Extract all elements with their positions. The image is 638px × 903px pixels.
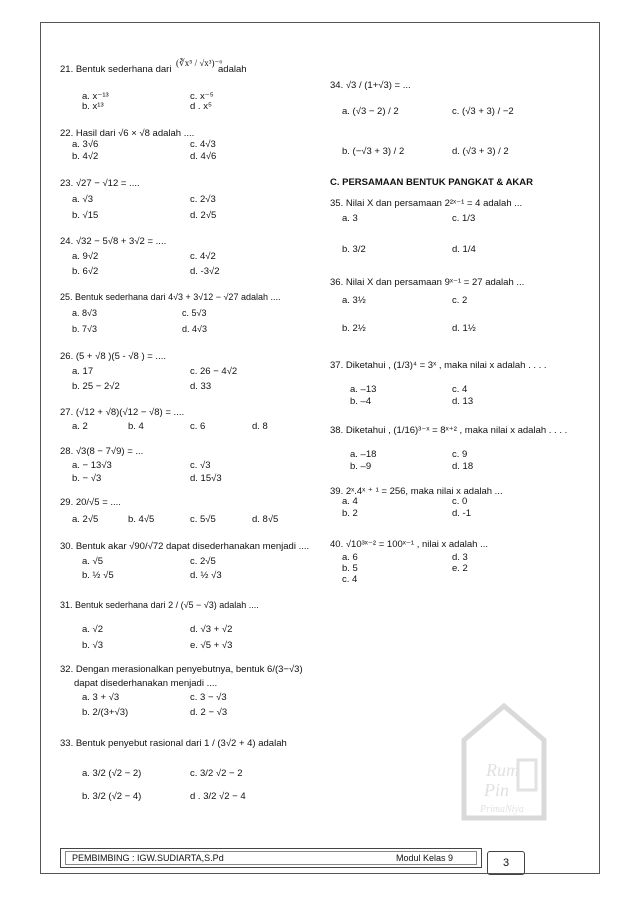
q21-option-b: b. x¹³ (82, 101, 104, 112)
q38-option-b: b. –9 (350, 461, 372, 472)
q25-option-b: b. 7√3 (72, 324, 97, 334)
q27-option-a: a. 2 (72, 421, 88, 432)
page-number: 3 (487, 851, 525, 875)
q31-option-b: b. √3 (82, 640, 104, 651)
q28-option-a: a. − 13√3 (72, 460, 112, 471)
q40-option-c: c. 4 (342, 574, 358, 585)
q24-option-a: a. 9√2 (72, 251, 99, 262)
q39-stem: 39. 2ˣ.4ˣ ⁺ ¹ = 256, maka nilai x adalah ... (330, 486, 503, 497)
q30-option-c: c. 2√5 (190, 556, 216, 567)
q22-option-a: a. 3√6 (72, 139, 99, 150)
q38-option-a: a. –18 (350, 449, 377, 460)
q23-stem: 23. √27 − √12 = .... (60, 178, 140, 189)
q34-stem: 34. √3 / (1+√3) = ... (330, 80, 411, 91)
q29-option-c: c. 5√5 (190, 514, 216, 525)
q39-option-d: d. -1 (452, 508, 472, 519)
q39-option-b: b. 2 (342, 508, 358, 519)
q27-option-c: c. 6 (190, 421, 206, 432)
q37-stem: 37. Diketahui , (1/3)⁴ = 3ˣ , maka nilai x adalah . . . . (330, 360, 547, 371)
q35-option-c: c. 1/3 (452, 213, 476, 224)
q22-option-c: c. 4√3 (190, 139, 216, 150)
q40-stem: 40. √10³ˣ⁻² = 100ˣ⁻¹ , nilai x adalah ... (330, 539, 488, 550)
q26-option-b: b. 25 − 2√2 (72, 381, 120, 392)
q30-option-a: a. √5 (82, 556, 104, 567)
q36-option-b: b. 2½ (342, 323, 366, 334)
q33-stem: 33. Bentuk penyebut rasional dari 1 / (3√2 + 4) adalah (60, 738, 287, 749)
q22-stem: 22. Hasil dari √6 × √8 adalah .... (60, 128, 195, 139)
q39-option-c: c. 0 (452, 496, 468, 507)
q34-option-b: b. (−√3 + 3) / 2 (342, 146, 405, 157)
q26-option-c: c. 26 − 4√2 (190, 366, 238, 377)
watermark-logo (452, 700, 556, 824)
q29-option-a: a. 2√5 (72, 514, 99, 525)
q38-stem: 38. Diketahui , (1/16)³⁻ˣ = 8ˣ⁺² , maka nilai x adalah . . . . (330, 425, 568, 436)
q31-stem: 31. Bentuk sederhana dari 2 / (√5 − √3) adalah .... (60, 600, 259, 610)
q28-option-d: d. 15√3 (190, 473, 222, 484)
q34-option-d: d. (√3 + 3) / 2 (452, 146, 509, 157)
q37-option-b: b. –4 (350, 396, 372, 407)
q25-option-d: d. 4√3 (182, 324, 207, 334)
q33-option-a: a. 3/2 (√2 − 2) (82, 768, 142, 779)
q25-option-a: a. 8√3 (72, 308, 97, 318)
q21-option-a: a. x⁻¹³ (82, 91, 109, 102)
q25-stem: 25. Bentuk sederhana dari 4√3 + 3√12 − √27 adalah .... (60, 292, 281, 302)
q36-option-c: c. 2 (452, 295, 468, 306)
q33-option-d: d . 3/2 √2 − 4 (190, 791, 246, 802)
q40-option-a: a. 6 (342, 552, 358, 563)
q26-option-a: a. 17 (72, 366, 94, 377)
section-heading: C. PERSAMAAN BENTUK PANGKAT & AKAR (330, 177, 534, 188)
q29-stem: 29. 20/√5 = .... (60, 497, 121, 508)
q28-stem: 28. √3(8 − 7√9) = ... (60, 446, 144, 457)
q35-option-a: a. 3 (342, 213, 358, 224)
watermark-text-2: Pin (484, 780, 509, 800)
q28-option-b: b. − √3 (72, 473, 102, 484)
q29-option-b: b. 4√5 (128, 514, 155, 525)
q32-option-d: d. 2 − √3 (190, 707, 228, 718)
q24-stem: 24. √32 − 5√8 + 3√2 = .... (60, 236, 167, 247)
q22-option-b: b. 4√2 (72, 151, 99, 162)
q21-tail: adalah (218, 64, 247, 75)
q40-option-b: b. 5 (342, 563, 358, 574)
q31-option-a: a. √2 (82, 624, 104, 635)
footer-author: PEMBIMBING : IGW.SUDIARTA,S.Pd (72, 853, 224, 863)
q30-option-b: b. ½ √5 (82, 570, 114, 581)
q32-option-b: b. 2/(3+√3) (82, 707, 129, 718)
q27-option-d: d. 8 (252, 421, 268, 432)
q40-option-e: e. 2 (452, 563, 468, 574)
q35-option-d: d. 1/4 (452, 244, 476, 255)
q32-option-a: a. 3 + √3 (82, 692, 120, 703)
q33-option-c: c. 3/2 √2 − 2 (190, 768, 243, 779)
q34-option-a: a. (√3 − 2) / 2 (342, 106, 399, 117)
q36-option-d: d. 1½ (452, 323, 476, 334)
q26-option-d: d. 33 (190, 381, 212, 392)
q25-option-c: c. 5√3 (182, 308, 207, 318)
q24-option-c: c. 4√2 (190, 251, 216, 262)
q21-expression: (∛x⁵ / √x³)⁻⁶ (176, 58, 223, 68)
q27-option-b: b. 4 (128, 421, 144, 432)
q23-option-a: a. √3 (72, 194, 94, 205)
q22-option-d: d. 4√6 (190, 151, 217, 162)
footer-module: Modul Kelas 9 (396, 853, 454, 863)
q21-option-d: d . x⁵ (190, 101, 212, 112)
q34-option-c: c. (√3 + 3) / −2 (452, 106, 514, 117)
q40-option-d: d. 3 (452, 552, 468, 563)
q37-option-d: d. 13 (452, 396, 474, 407)
q23-option-c: c. 2√3 (190, 194, 216, 205)
q24-option-b: b. 6√2 (72, 266, 99, 277)
q33-option-b: b. 3/2 (√2 − 4) (82, 791, 142, 802)
watermark-text-1: Rum (486, 760, 519, 780)
q26-stem: 26. (5 + √8 )(5 - √8 ) = .... (60, 351, 166, 362)
q35-stem: 35. Nilai X dan persamaan 2²ˣ⁻¹ = 4 adalah ... (330, 198, 523, 209)
q21-stem: 21. Bentuk sederhana dari (60, 64, 172, 75)
q29-option-d: d. 8√5 (252, 514, 279, 525)
q37-option-a: a. –13 (350, 384, 377, 395)
q23-option-d: d. 2√5 (190, 210, 217, 221)
q24-option-d: d. -3√2 (190, 266, 220, 277)
q31-option-d: d. √3 + √2 (190, 624, 233, 635)
q36-stem: 36. Nilai X dan persamaan 9ˣ⁻¹ = 27 adalah ... (330, 277, 525, 288)
q35-option-b: b. 3/2 (342, 244, 366, 255)
q32-stem: 32. Dengan merasionalkan penyebutnya, bentuk 6/(3−√3) (60, 664, 303, 675)
q21-option-c: c. x⁻⁵ (190, 91, 214, 102)
watermark-text-3: PrimaNiya (480, 804, 524, 815)
q27-stem: 27. (√12 + √8)(√12 − √8) = .... (60, 407, 185, 418)
q32-option-c: c. 3 − √3 (190, 692, 227, 703)
q36-option-a: a. 3½ (342, 295, 366, 306)
q38-option-d: d. 18 (452, 461, 474, 472)
q23-option-b: b. √15 (72, 210, 99, 221)
q28-option-c: c. √3 (190, 460, 211, 471)
q32-stem-line2: dapat disederhanakan menjadi .... (74, 678, 218, 689)
q31-option-e: e. √5 + √3 (190, 640, 233, 651)
q39-option-a: a. 4 (342, 496, 358, 507)
q37-option-c: c. 4 (452, 384, 468, 395)
q30-stem: 30. Bentuk akar √90/√72 dapat disederhanakan menjadi .... (60, 541, 310, 552)
q30-option-d: d. ½ √3 (190, 570, 222, 581)
q38-option-c: c. 9 (452, 449, 468, 460)
